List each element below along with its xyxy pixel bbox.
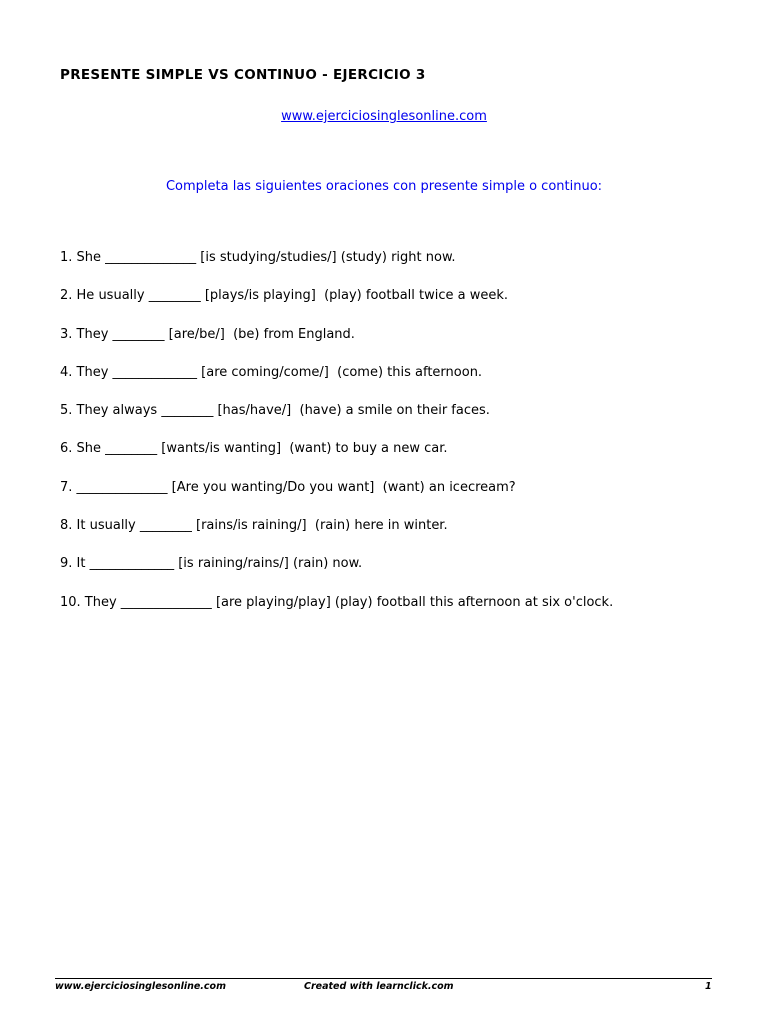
page-title: PRESENTE SIMPLE VS CONTINUO - EJERCICIO 3 xyxy=(60,67,426,83)
page-number: 1 xyxy=(705,981,712,992)
question-item: 4. They _____________ [are coming/come/] (come) this afternoon. xyxy=(60,364,483,380)
question-item: 9. It _____________ [is raining/rains/] (rain) now. xyxy=(60,556,363,572)
question-item: 5. They always ________ [has/have/] (have) a smile on their faces. xyxy=(60,403,490,419)
instructions-text: Completa las siguientes oraciones con presente simple o continuo: xyxy=(165,179,603,194)
question-item: 10. They ______________ [are playing/play] (play) football this afternoon at six o'clock. xyxy=(60,594,614,610)
site-link[interactable]: www.ejerciciosinglesonline.com xyxy=(281,109,487,124)
footer-site: www.ejerciciosinglesonline.com xyxy=(55,981,226,992)
question-item: 6. She ________ [wants/is wanting] (want) to buy a new car. xyxy=(60,441,448,457)
footer-credit: Created with learnclick.com xyxy=(304,981,454,992)
question-item: 1. She ______________ [is studying/studies/] (study) right now. xyxy=(60,250,456,265)
question-item: 7. ______________ [Are you wanting/Do you want] (want) an icecream? xyxy=(60,479,516,495)
question-item: 3. They ________ [are/be/] (be) from England. xyxy=(60,326,355,342)
site-link-container xyxy=(0,109,768,124)
question-item: 8. It usually ________ [rains/is raining/] (rain) here in winter. xyxy=(60,518,448,534)
question-item: 2. He usually ________ [plays/is playing] (play) football twice a week. xyxy=(60,288,509,304)
footer-divider xyxy=(55,978,712,979)
question-list xyxy=(60,250,613,633)
